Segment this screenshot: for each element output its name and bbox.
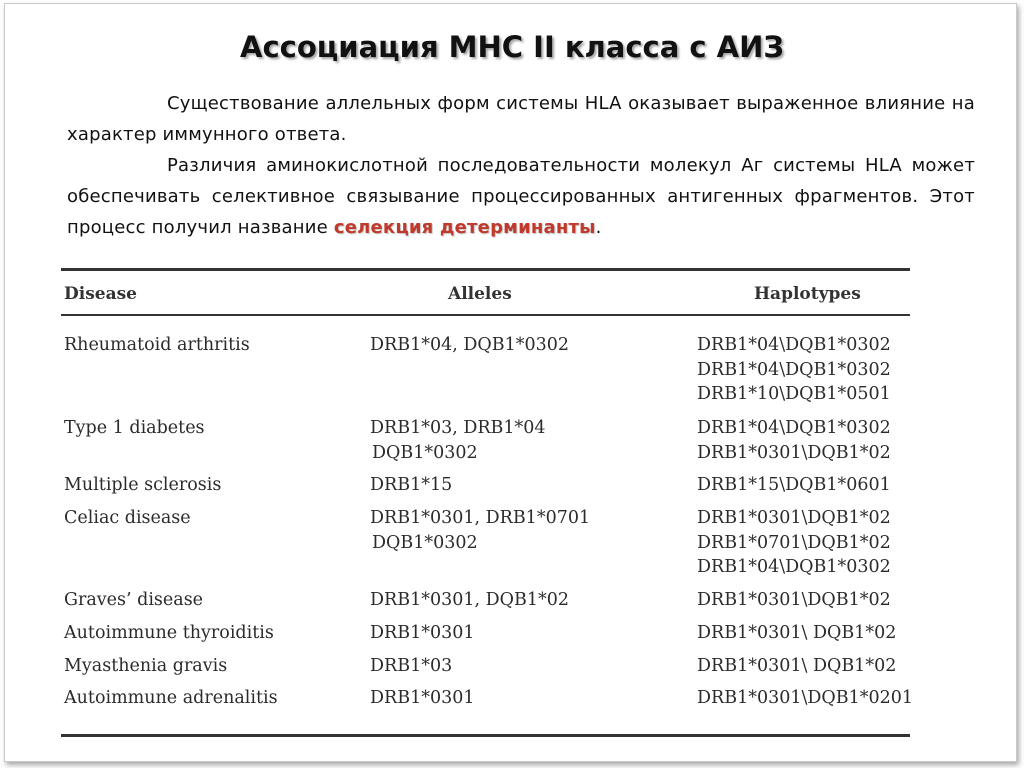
alleles-cell	[370, 333, 569, 358]
haplotype-line: DRB1*0301\DQB1*02	[697, 590, 891, 610]
allele-line: DRB1*03, DRB1*04	[370, 418, 546, 438]
haplotypes-cell	[697, 506, 891, 580]
alleles-cell	[370, 588, 569, 613]
haplotype-line: DRB1*0301\ DQB1*02	[697, 623, 897, 643]
disease-cell: Multiple sclerosis	[64, 475, 222, 495]
alleles-cell	[370, 506, 590, 555]
disease-cell: Type 1 diabetes	[64, 418, 205, 438]
haplotype-line: DRB1*04\DQB1*0302	[697, 359, 891, 380]
paragraph-hla-alleles	[67, 88, 975, 150]
haplotype-line: DRB1*04\DQB1*0302	[697, 418, 891, 438]
haplotypes-cell	[697, 416, 891, 465]
allele-line: DRB1*0301	[370, 623, 475, 643]
alleles-cell	[370, 654, 452, 679]
haplotypes-cell	[697, 473, 891, 498]
table-bottom-rule	[61, 734, 910, 737]
slide-title: Ассоциация МНС II класса с АИЗ	[240, 30, 784, 64]
haplotype-line: DRB1*04\DQB1*0302	[697, 557, 891, 577]
allele-line: DQB1*0302	[372, 442, 478, 463]
disease-cell: Autoimmune thyroiditis	[64, 623, 274, 643]
header-disease: Disease	[64, 284, 137, 304]
alleles-cell	[370, 416, 546, 465]
disease-cell: Myasthenia gravis	[64, 656, 228, 676]
paragraph2-text: Различия аминокислотной последовательности молекул Аг системы HLA может обеспечивать селективное связывание процессированных антигенных фрагментов. Этот процесс получил название	[67, 155, 975, 238]
allele-line: DRB1*04, DQB1*0302	[370, 335, 570, 355]
table-header-rule	[61, 314, 910, 316]
haplotype-line: DRB1*0301\DQB1*0201	[697, 688, 914, 708]
haplotypes-cell	[697, 686, 913, 711]
paragraph2-end: .	[595, 217, 602, 238]
haplotypes-cell	[697, 654, 896, 679]
haplotypes-cell	[697, 333, 891, 407]
haplotype-line: DRB1*0301\ DQB1*02	[697, 656, 897, 676]
alleles-cell	[370, 621, 475, 646]
alleles-cell	[370, 473, 452, 498]
table-top-rule	[61, 268, 910, 271]
allele-line: DRB1*0301, DRB1*0701	[370, 508, 591, 528]
haplotype-line: DRB1*15\DQB1*0601	[697, 475, 891, 495]
haplotype-line: DRB1*04\DQB1*0302	[697, 335, 891, 355]
disease-cell: Celiac disease	[64, 508, 191, 528]
allele-line: DRB1*0301	[370, 688, 475, 708]
allele-line: DQB1*0302	[372, 532, 478, 553]
disease-cell: Rheumatoid arthritis	[64, 335, 250, 355]
haplotype-line: DRB1*0701\DQB1*02	[697, 532, 891, 553]
haplotype-line: DRB1*10\DQB1*0501	[697, 384, 891, 404]
allele-line: DRB1*15	[370, 475, 453, 495]
paragraph-determinant-selection	[67, 150, 975, 243]
header-haplotypes: Haplotypes	[754, 284, 861, 304]
haplotypes-cell	[697, 588, 891, 613]
highlight-term: селекция детерминанты	[333, 217, 596, 238]
disease-cell: Graves’ disease	[64, 590, 204, 610]
haplotype-line: DRB1*0301\DQB1*02	[697, 442, 891, 463]
header-alleles: Alleles	[448, 284, 512, 304]
disease-cell: Autoimmune adrenalitis	[64, 688, 278, 708]
allele-line: DRB1*0301, DQB1*02	[370, 590, 570, 610]
haplotypes-cell	[697, 621, 896, 646]
paragraph1-text: Существование аллельных форм системы HLA оказывает выраженное влияние на характер иммунного ответа.	[67, 93, 975, 145]
allele-line: DRB1*03	[370, 656, 453, 676]
haplotype-line: DRB1*0301\DQB1*02	[697, 508, 891, 528]
alleles-cell	[370, 686, 475, 711]
